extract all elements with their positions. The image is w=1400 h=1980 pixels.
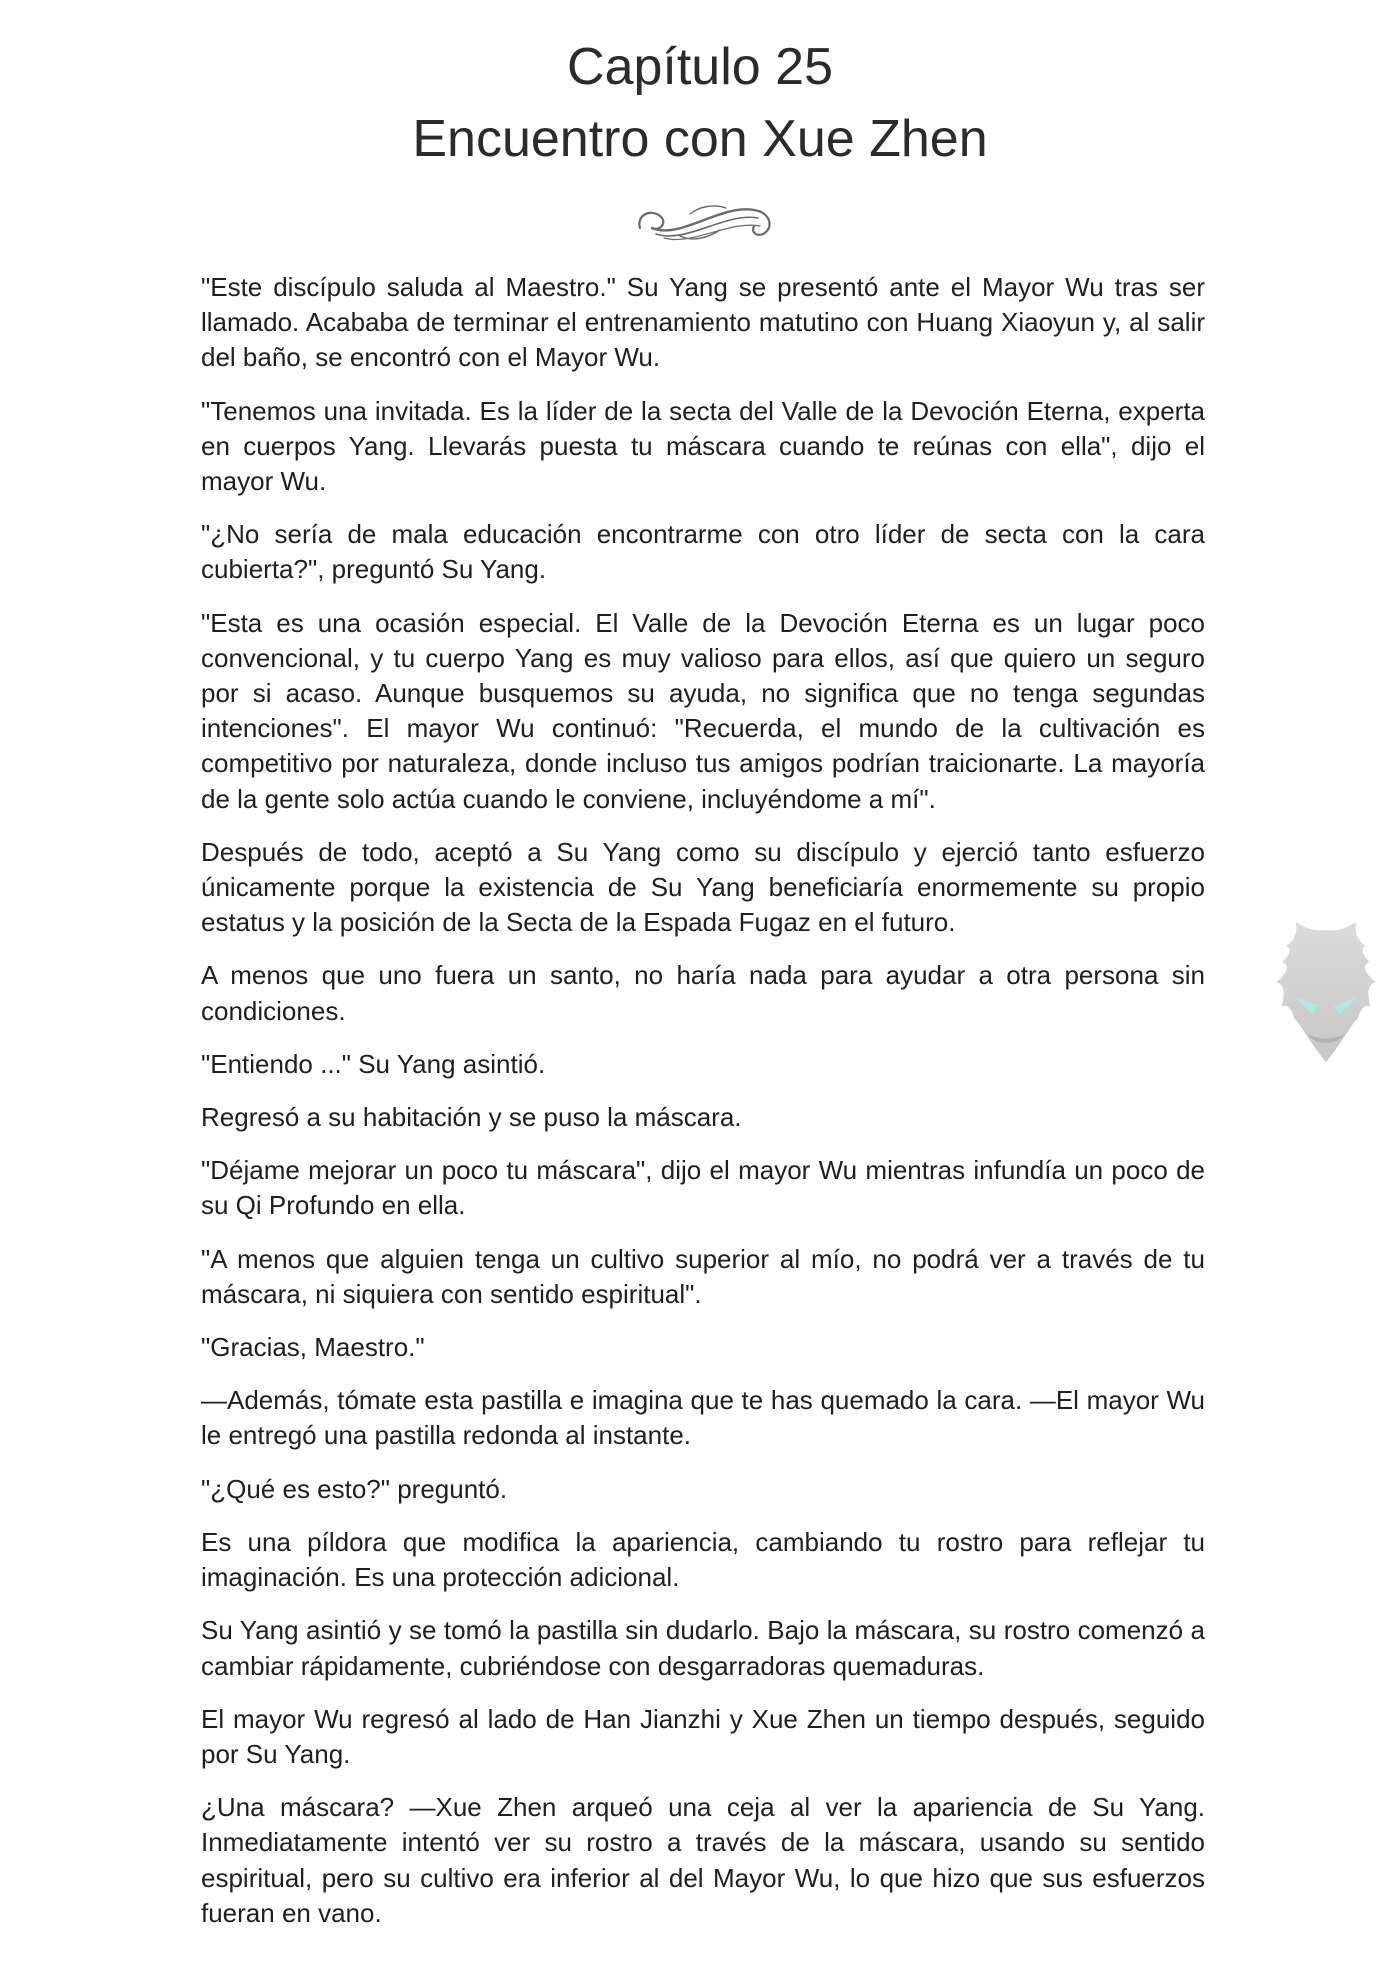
paragraph: El mayor Wu regresó al lado de Han Jianzhi y Xue Zhen un tiempo después, seguido por Su Yang. xyxy=(201,1703,1205,1769)
chapter-body xyxy=(201,270,1205,1949)
demon-head-watermark-icon xyxy=(1268,922,1384,1068)
paragraph: "Entiendo ..." Su Yang asintió. xyxy=(201,1048,546,1079)
chapter-heading xyxy=(0,32,1400,174)
paragraph: "Déjame mejorar un poco tu máscara", dijo el mayor Wu mientras infundía un poco de su Qi Profundo en ella. xyxy=(201,1155,1205,1221)
paragraph: Regresó a su habitación y se puso la máscara. xyxy=(201,1102,742,1133)
paragraph: —Además, tómate esta pastilla e imagina que te has quemado la cara. —El mayor Wu le entregó una pastilla redonda al instante. xyxy=(201,1385,1205,1451)
paragraph: "¿No sería de mala educación encontrarme con otro líder de secta con la cara cubierta?", preguntó Su Yang. xyxy=(201,519,1205,585)
paragraph: Su Yang asintió y se tomó la pastilla sin dudarlo. Bajo la máscara, su rostro comenzó a cambiar rápidamente, cubriéndose con desgarradoras quemaduras. xyxy=(201,1615,1205,1681)
paragraph: A menos que uno fuera un santo, no haría nada para ayudar a otra persona sin condiciones. xyxy=(201,960,1205,1026)
paragraph: Es una píldora que modifica la apariencia, cambiando tu rostro para reflejar tu imaginación. Es una protección adicional. xyxy=(201,1526,1205,1593)
paragraph: ¿Una máscara? —Xue Zhen arqueó una ceja al ver la apariencia de Su Yang. Inmediatamente intentó ver su rostro a través de la máscara, usando su sentido espiritual, pero su cultivo era inferior al del Mayor Wu, lo que hizo que sus esfuerzos fueran en vano. xyxy=(201,1792,1205,1928)
paragraph: "Tenemos una invitada. Es la líder de la secta del Valle de la Devoción Eterna, experta en cuerpos Yang. Llevarás puesta tu máscara cuando te reúnas con ella", dijo el mayor Wu. xyxy=(201,395,1205,497)
paragraph: "Esta es una ocasión especial. El Valle de la Devoción Eterna es un lugar poco convencional, y tu cuerpo Yang es muy valioso para ellos, así que quiero un seguro por si acaso. Aunque busquemos su ayuda, no significa que no tenga segundas intenciones". El mayor Wu continuó: "Recuerda, el mundo de la cultivación es competitivo por naturaleza, donde incluso tus amigos podrían traicionarte. La mayoría de la gente solo actúa cuando le conviene, incluyéndome a mí". xyxy=(201,607,1205,814)
paragraph: "Este discípulo saluda al Maestro." Su Yang se presentó ante el Mayor Wu tras ser llamado. Acababa de terminar el entrenamiento matutino con Huang Xiaoyun y, al salir del baño, se encontró con el Mayor Wu. xyxy=(201,272,1205,373)
flourish-divider-icon xyxy=(630,194,776,250)
paragraph: "Gracias, Maestro." xyxy=(201,1332,425,1363)
chapter-title: Encuentro con Xue Zhen xyxy=(412,110,988,168)
chapter-number: Capítulo 25 xyxy=(567,38,833,96)
paragraph: "¿Qué es esto?" preguntó. xyxy=(201,1473,508,1504)
paragraph: Después de todo, aceptó a Su Yang como su discípulo y ejerció tanto esfuerzo únicamente porque la existencia de Su Yang beneficiaría enormemente su propio estatus y la posición de la Secta de la Espada Fugaz en el futuro. xyxy=(201,836,1205,938)
paragraph: "A menos que alguien tenga un cultivo superior al mío, no podrá ver a través de tu máscara, ni siquiera con sentido espiritual". xyxy=(201,1243,1205,1309)
